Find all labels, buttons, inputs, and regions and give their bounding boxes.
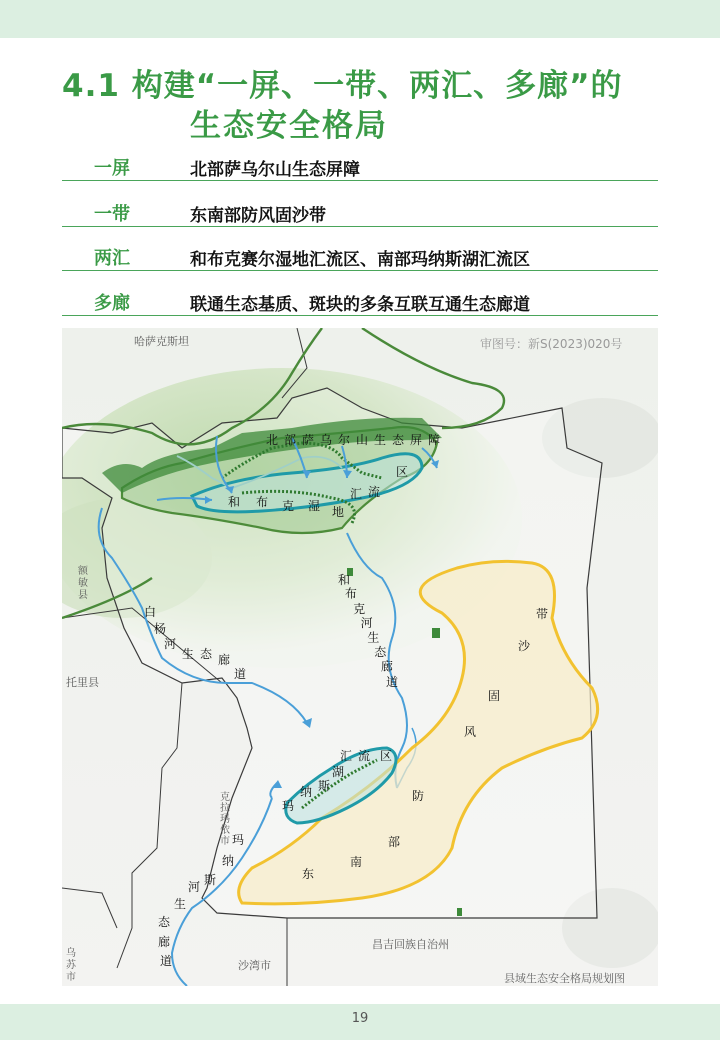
- pattern-row: [62, 287, 658, 316]
- pattern-key: 两汇: [94, 248, 130, 269]
- pattern-key: 一屏: [94, 158, 130, 179]
- approval-number: 审图号：新S(2023)020号: [480, 337, 623, 351]
- pattern-value: 北部萨乌尔山生态屏障: [190, 160, 360, 180]
- green-patch: [432, 628, 440, 638]
- place-label-shawan: 沙湾市: [238, 959, 271, 972]
- place-label-wusu: 乌苏市: [66, 948, 76, 983]
- label-sand-belt: 东南部防风固沙带: [302, 607, 549, 881]
- pattern-value: 联通生态基质、斑块的多条互联互通生态廊道: [190, 295, 530, 315]
- label-wetland-zone: 和 布 克 湿 地汇 流区: [228, 465, 409, 519]
- place-label-emin: 额敏县: [78, 566, 88, 601]
- label-hebuke-corridor: 和布克河生态廊道: [338, 573, 399, 689]
- section-title-line2: 生态安全格局: [190, 108, 388, 144]
- green-patch: [457, 908, 462, 916]
- label-baiyang-corridor: 白杨河生 态 廊道: [144, 605, 247, 681]
- label-manas-lake: 玛纳 斯湖汇 流 区: [282, 749, 393, 813]
- place-label-kazakhstan: 哈萨克斯坦: [134, 335, 189, 348]
- pattern-value: 东南部防风固沙带: [190, 206, 326, 226]
- pattern-row: [62, 242, 658, 271]
- page-number: 19: [351, 1011, 369, 1026]
- pattern-row: [62, 152, 658, 181]
- place-label-tuoli: 托里县: [66, 676, 99, 689]
- place-label-changji: 昌吉回族自治州: [372, 938, 449, 951]
- pattern-key: 多廊: [94, 293, 130, 314]
- pattern-key: 一带: [94, 204, 130, 225]
- pattern-row: [62, 198, 658, 227]
- top-band: [0, 0, 720, 38]
- map-caption: 县域生态安全格局规划图: [504, 972, 625, 985]
- ecological-pattern-map: [62, 328, 658, 986]
- pattern-value: 和布克赛尔湿地汇流区、南部玛纳斯湖汇流区: [190, 250, 530, 270]
- place-label-karamay: 克拉玛依市: [220, 792, 230, 847]
- label-ecological-barrier: 北 部 萨 乌 尔 山 生 态 屏 障: [266, 433, 441, 447]
- label-manas-corridor: 玛纳斯河生态廊道: [158, 833, 245, 968]
- section-title-line1: 4.1 构建“一屏、一带、两汇、多廊”的: [62, 68, 623, 104]
